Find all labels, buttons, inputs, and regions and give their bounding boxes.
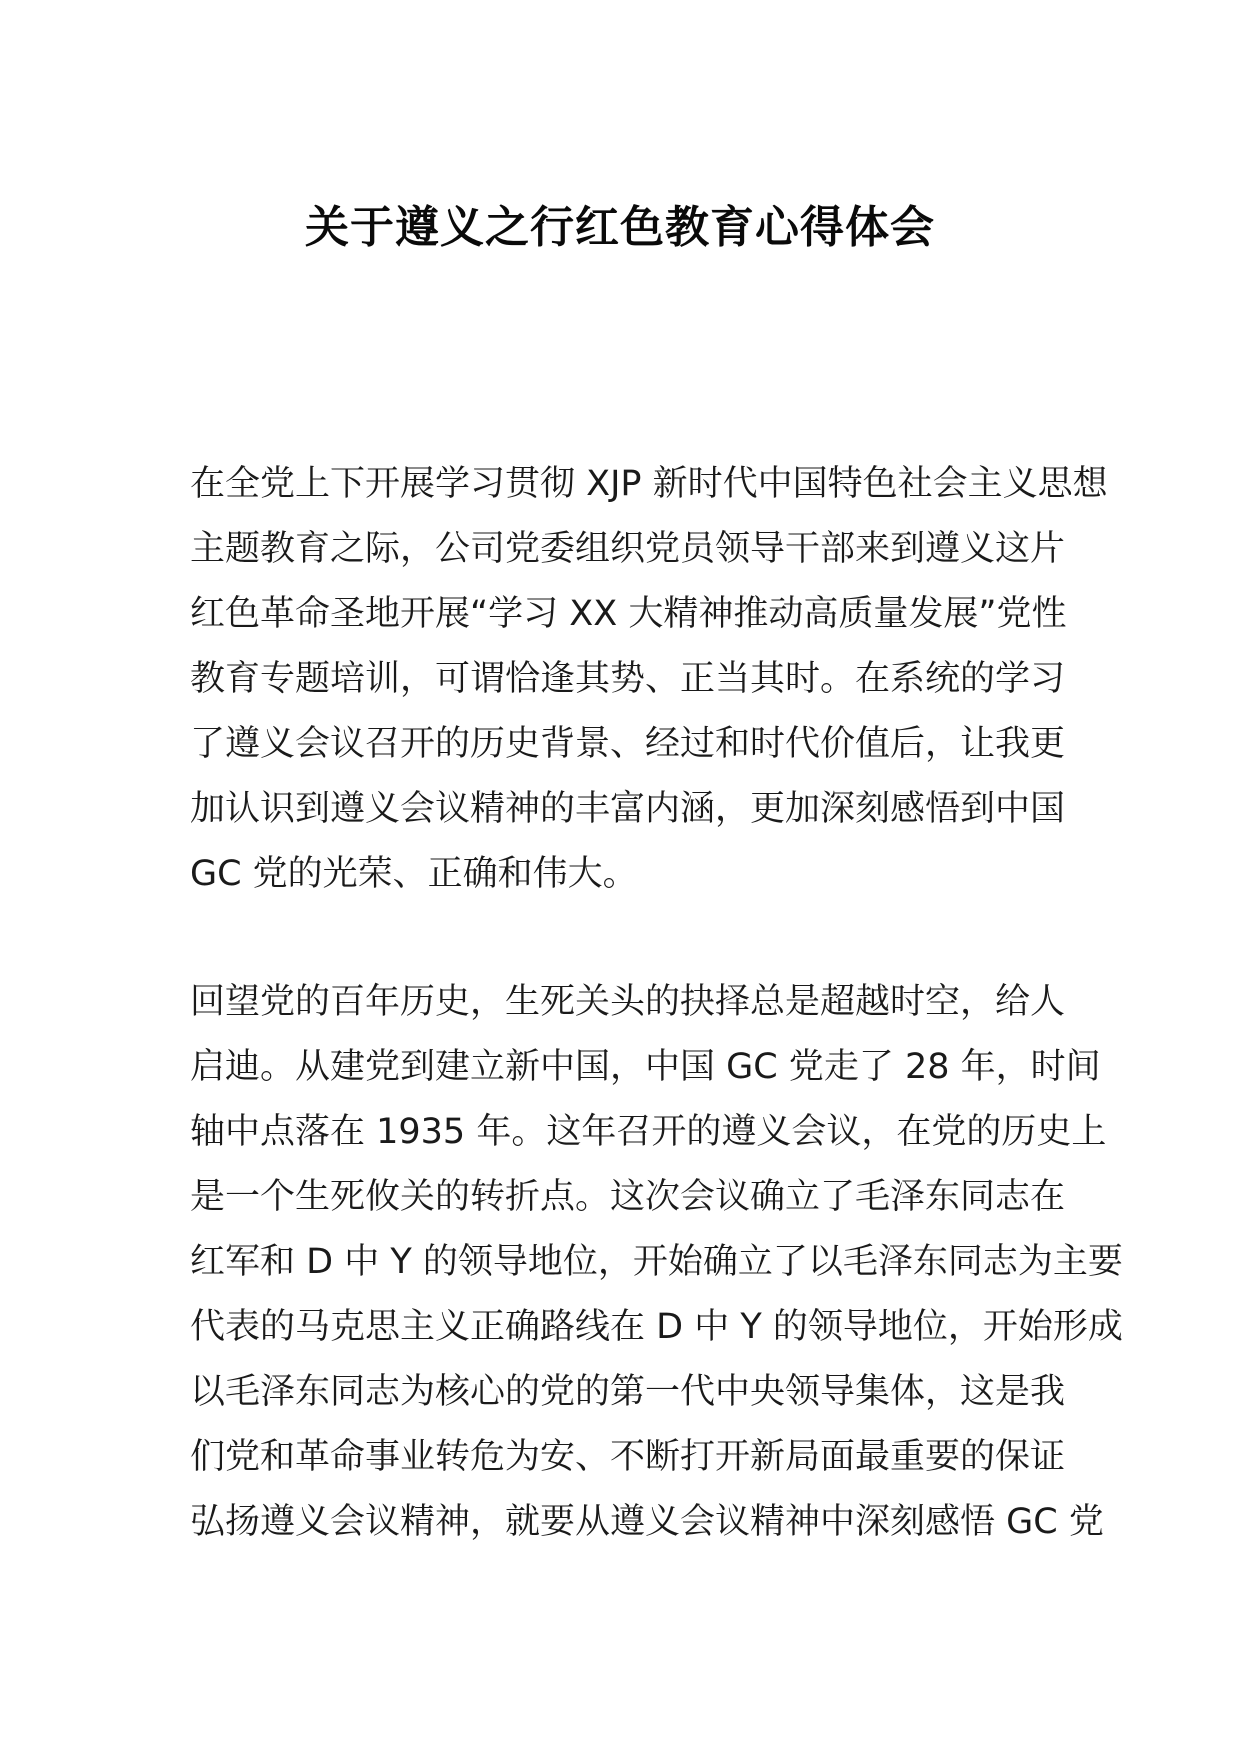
paragraph-line: 轴中点落在 1935 年。这年召开的遵义会议，在党的历史上: [190, 1112, 1107, 1152]
paragraph-line: 回望党的百年历史，生死关头的抉择总是超越时空，给人: [190, 982, 1066, 1022]
paragraph-line: 是一个生死攸关的转折点。这次会议确立了毛泽东同志在: [190, 1177, 1066, 1217]
paragraph-line: GC 党的光荣、正确和伟大。: [190, 854, 638, 894]
paragraph-line: 代表的马克思主义正确路线在 D 中 Y 的领导地位，开始形成: [190, 1307, 1123, 1347]
paragraph-line: 主题教育之际，公司党委组织党员领导干部来到遵义这片: [190, 529, 1066, 569]
paragraph-line: 弘扬遵义会议精神，就要从遵义会议精神中深刻感悟 GC 党: [190, 1502, 1104, 1542]
paragraph-line: 在全党上下开展学习贯彻 XJP 新时代中国特色社会主义思想: [190, 464, 1108, 504]
paragraph-line: 红色革命圣地开展“学习 XX 大精神推动高质量发展”党性: [190, 594, 1067, 634]
document-title: 关于遵义之行红色教育心得体会: [305, 202, 935, 253]
paragraph-2: [190, 970, 1123, 1555]
paragraph-line: 以毛泽东同志为核心的党的第一代中央领导集体，这是我: [190, 1372, 1066, 1412]
paragraph-line: 了遵义会议召开的历史背景、经过和时代价值后，让我更: [190, 724, 1066, 764]
paragraph-line: 们党和革命事业转危为安、不断打开新局面最重要的保证: [190, 1437, 1066, 1477]
paragraph-line: 红军和 D 中 Y 的领导地位，开始确立了以毛泽东同志为主要: [190, 1242, 1123, 1282]
paragraph-line: 教育专题培训，可谓恰逢其势、正当其时。在系统的学习: [190, 659, 1066, 699]
paragraph-line: 启迪。从建党到建立新中国，中国 GC 党走了 28 年，时间: [190, 1047, 1101, 1087]
paragraph-1: [190, 452, 1108, 907]
paragraph-line: 加认识到遵义会议精神的丰富内涵，更加深刻感悟到中国: [190, 789, 1066, 829]
